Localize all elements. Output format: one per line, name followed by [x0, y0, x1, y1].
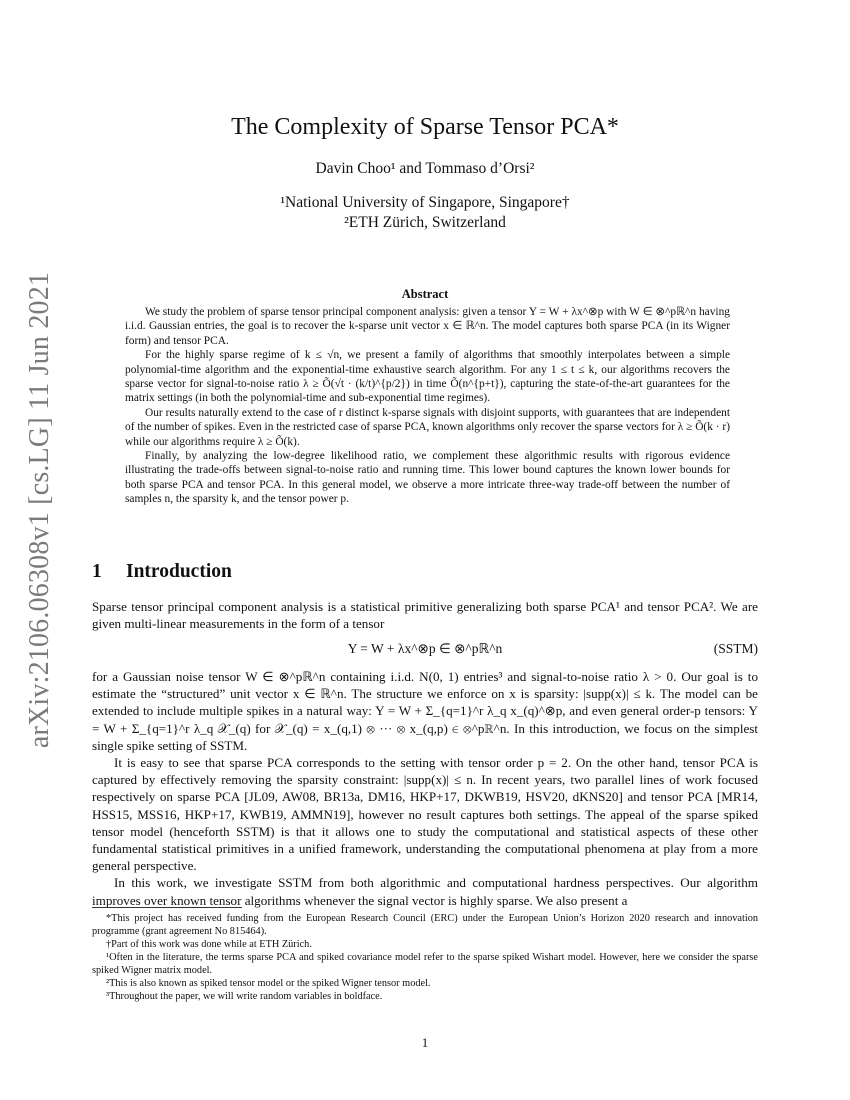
- body-text: Sparse tensor principal component analysis is a statistical primitive generalizing both sparse PCA¹ and tensor PCA². We are given multi-linear measurements in the form of a tensor: [92, 599, 758, 632]
- abstract-body: [125, 305, 730, 507]
- page-number: 1: [421, 1035, 429, 1050]
- affiliation-2: ²ETH Zürich, Switzerland: [344, 214, 506, 231]
- footnote: †Part of this work was done while at ETH Zürich.: [106, 939, 312, 950]
- section-title: Introduction: [126, 561, 232, 582]
- footnote: ¹Often in the literature, the terms sparse PCA and spiked covariance model refer to the sparse spiked Wishart model. However, here we consider the sparse spiked Wigner matrix model.: [92, 952, 758, 976]
- equation-label: (SSTM): [713, 641, 758, 656]
- body-text: for a Gaussian noise tensor W ∈ ⊗^pℝ^n containing i.i.d. N(0, 1) entries³ and signal-to-noise ratio λ > 0. Our goal is to estimate the “structured” unit vector x ∈ ℝ^n. The structure we enforce on x is sparsity: |supp(x)| ≤ k. The model can be extended to include multiple spikes in a natural way: Y = W + Σ_{q=1}^r λ_q x_(q)^⊗p, and even general order-p tensors: Y = W + Σ_{q=1}^r λ_q 𝒳_(q) for 𝒳_(q) = x_(q,1) ⊗ ··· ⊗ x_(q,p) ∈ ⊗^pℝ^n. In this introduction, we focus on the simplest single spike setting of SSTM.: [92, 669, 758, 753]
- footnote-rule: [92, 907, 242, 908]
- equation-formula: Y = W + λx^⊗p ∈ ⊗^pℝ^n: [347, 641, 503, 656]
- footnotes: [92, 912, 758, 1003]
- intro-paragraph-1: [92, 598, 758, 632]
- footnote: ³Throughout the paper, we will write random variables in boldface.: [106, 991, 383, 1002]
- arxiv-stamp-text: arXiv:2106.06308v1 [cs.LG] 11 Jun 2021: [24, 271, 56, 749]
- paper-title: The Complexity of Sparse Tensor PCA*: [231, 114, 619, 140]
- section-heading: [92, 561, 232, 583]
- footnote: ²This is also known as spiked tensor model or the spiked Wigner tensor model.: [106, 978, 431, 989]
- affiliation-1: ¹National University of Singapore, Singapore†: [280, 194, 570, 211]
- intro-body: [92, 668, 758, 909]
- body-text: In this work, we investigate SSTM from both algorithmic and computational hardness perspectives. Our algorithm improves over known tensor algorithms whenever the signal vector is highly sparse. We also present a: [92, 875, 758, 908]
- abstract-paragraph: For the highly sparse regime of k ≤ √n, we present a family of algorithms that smoothly interpolates between a simple polynomial-time algorithm and the exponential-time exhaustive search algorithm. For any 1 ≤ t ≤ k, our algorithms recovers the sparse vector for signal-to-noise ratio λ ≥ Õ(√t · (k/t)^{p/2}) in time Õ(n^{p+t}), capturing the state-of-the-art guarantees for the matrix settings (in both the polynomial-time and sub-exponential time regimes).: [125, 349, 730, 405]
- abstract-heading: Abstract: [401, 287, 449, 301]
- abstract-paragraph: Our results naturally extend to the case of r distinct k-sparse signals with disjoint supports, with guarantees that are independent of the number of spikes. Even in the restricted case of sparse PCA, known algorithms only recover the sparse vectors for λ ≥ Õ(k · r) while our algorithms require λ ≥ Õ(k).: [125, 406, 730, 448]
- body-text: It is easy to see that sparse PCA corresponds to the setting with tensor order p = 2. On the other hand, tensor PCA is captured by effectively removing the sparsity constraint: |supp(x)| ≤ n. In recent years, two parallel lines of work focused respectively on sparse PCA [JL09, AW08, BR13a, DM16, HKP+17, DKWB19, HSV20, dKNS20] and tensor PCA [MR14, HSS15, MSS16, HKP+17, KWB19, AMMN19], however no result captures both settings. The appeal of the sparse spiked tensor model (henceforth SSTM) is that it allows one to study the computational and statistical aspects of these other fundamental statistical primitives in a unified framework, understanding the computational phenomena at play from a more general perspective.: [92, 755, 758, 874]
- abstract-paragraph: Finally, by analyzing the low-degree likelihood ratio, we complement these algorithmic results with rigorous evidence illustrating the trade-offs between signal-to-noise ratio and running time. This lower bound captures the known lower bounds for both sparse PCA and tensor PCA. In this general model, we observe a more intricate three-way trade-off between the number of samples n, the sparsity k, and the tensor power p.: [125, 450, 730, 506]
- sstm-equation: [92, 641, 758, 657]
- paper-authors: Davin Choo¹ and Tommaso d’Orsi²: [315, 160, 535, 177]
- section-number: 1: [92, 561, 102, 582]
- abstract-paragraph: We study the problem of sparse tensor principal component analysis: given a tensor Y = W + λx^⊗p with W ∈ ⊗^pℝ^n having i.i.d. Gaussian entries, the goal is to recover the k-sparse unit vector x ∈ ℝ^n. The model captures both sparse PCA (in its Wigner form) and tensor PCA.: [125, 306, 730, 347]
- footnote: *This project has received funding from the European Research Council (ERC) under the European Union’s Horizon 2020 research and innovation programme (grant agreement No 815464).: [92, 913, 758, 937]
- arxiv-stamp: [20, 271, 60, 749]
